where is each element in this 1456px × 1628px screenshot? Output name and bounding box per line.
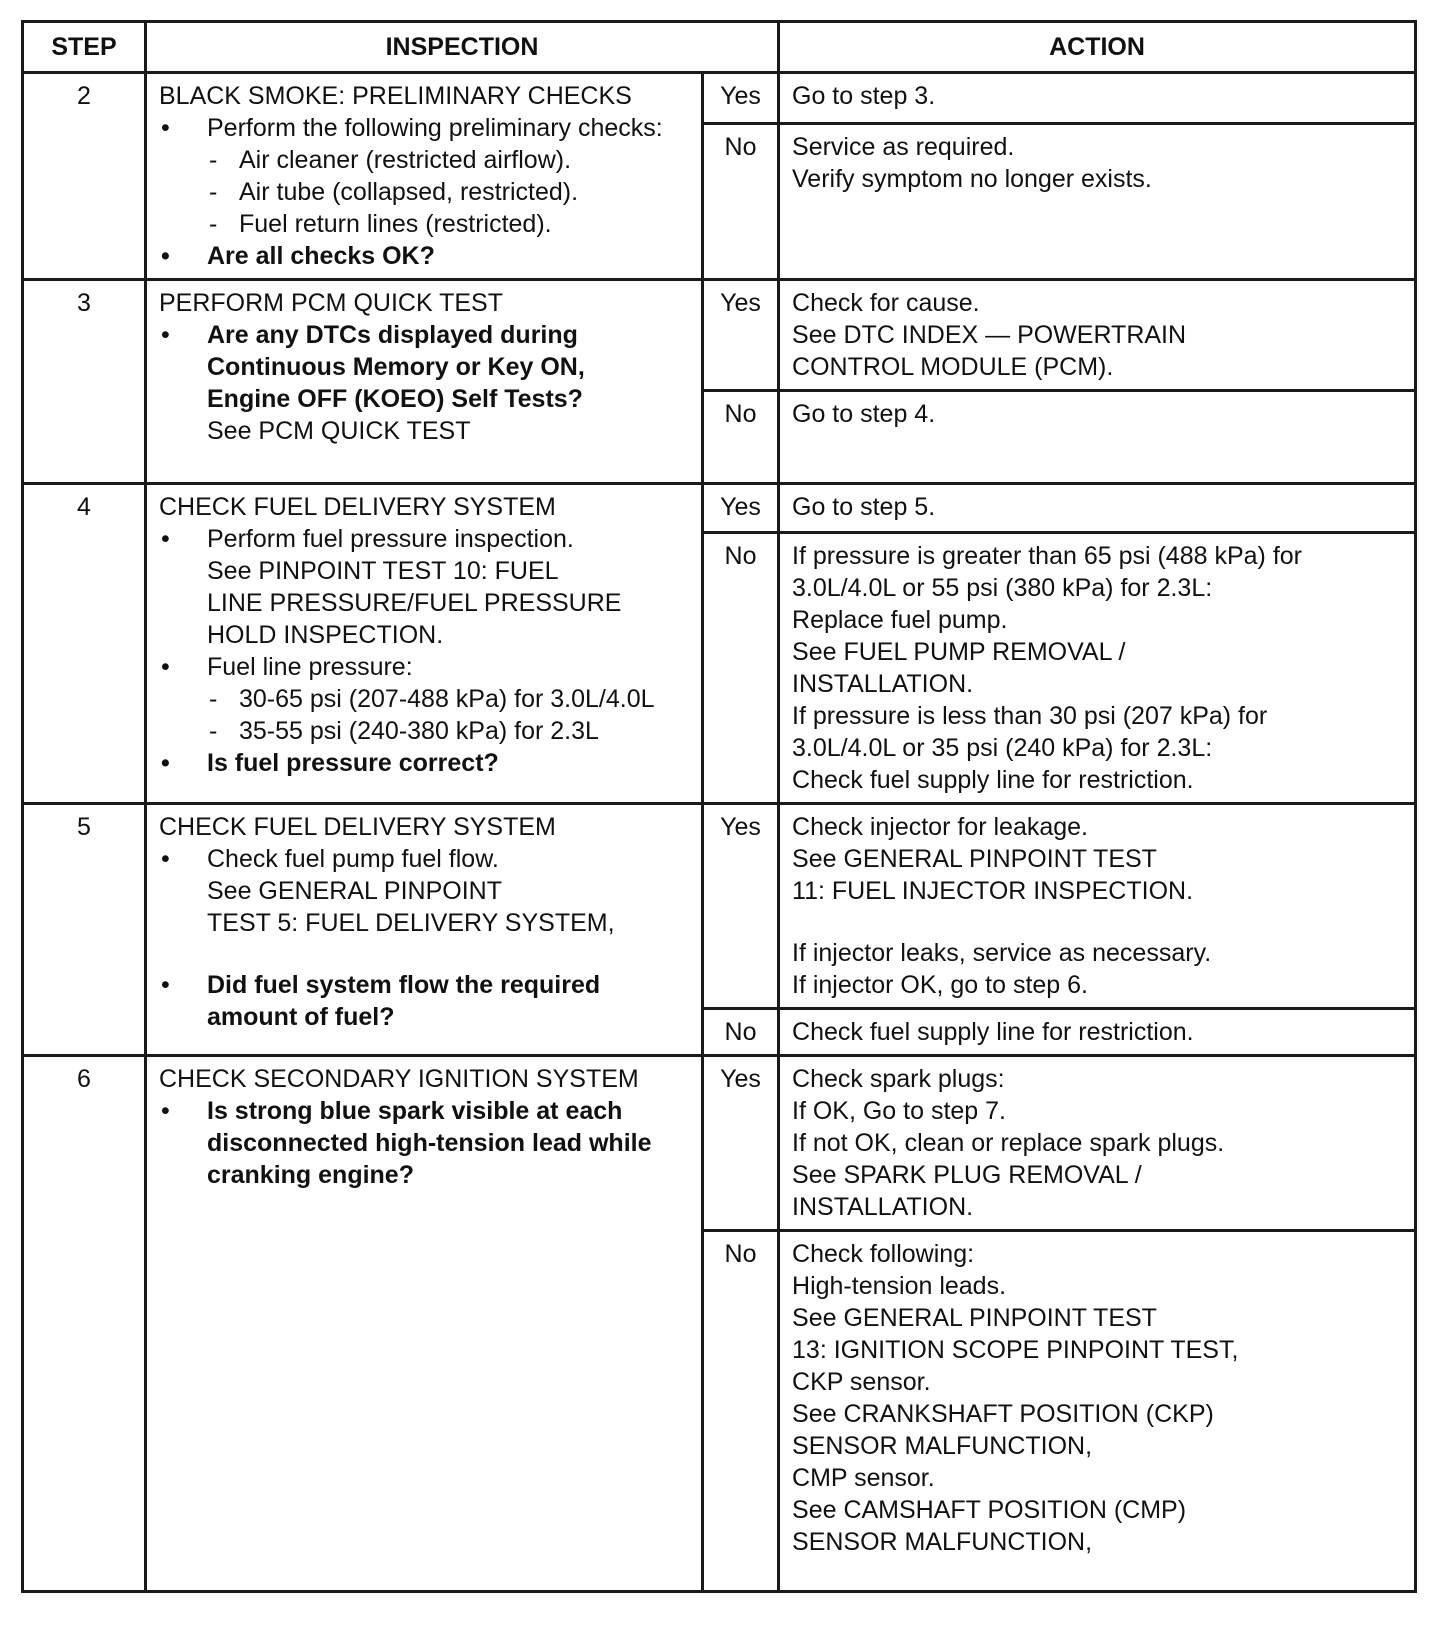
step-6-inspection: [146, 1056, 703, 1592]
question-line: cranking engine?: [207, 1161, 414, 1189]
diagnostic-table-sheet: [21, 20, 1414, 1593]
question-item: [159, 1095, 689, 1191]
action-line: High-tension leads.: [792, 1272, 1007, 1300]
action-line: See CRANKSHAFT POSITION (CKP): [792, 1400, 1214, 1428]
action-line: INSTALLATION.: [792, 670, 974, 698]
step-number: 4: [23, 484, 146, 804]
inspection-bullets: [159, 319, 689, 447]
yes-action: [779, 280, 1416, 391]
action-line: CKP sensor.: [792, 1368, 931, 1396]
action-line: Check spark plugs:: [792, 1065, 1005, 1093]
see-reference: See PCM QUICK TEST: [207, 417, 471, 445]
inspection-bullets: [159, 112, 689, 272]
step-3-inspection: [146, 280, 703, 484]
action-line: Check injector for leakage.: [792, 813, 1088, 841]
action-line: 3.0L/4.0L or 55 psi (380 kPa) for 2.3L:: [792, 574, 1213, 602]
step-6-yes-row: [23, 1056, 1416, 1231]
action-line: Verify symptom no longer exists.: [792, 164, 1152, 193]
bullet-item: [159, 651, 689, 747]
step-5-inspection: [146, 804, 703, 1056]
question-item: • Is fuel pressure correct?: [159, 747, 689, 779]
action-line: INSTALLATION.: [792, 1193, 974, 1221]
sub-item: - 35-55 psi (240-380 kPa) for 2.3L: [207, 715, 689, 747]
question-item: • Are all checks OK?: [159, 240, 689, 272]
action-line: See GENERAL PINPOINT TEST: [792, 845, 1157, 873]
action-line: Replace fuel pump.: [792, 606, 1008, 634]
action-line: SENSOR MALFUNCTION,: [792, 1528, 1093, 1556]
step-2-inspection: [146, 73, 703, 280]
action-line: See DTC INDEX — POWERTRAIN: [792, 321, 1187, 349]
question-line: Engine OFF (KOEO) Self Tests?: [207, 385, 583, 413]
yes-action: Go to step 5.: [779, 484, 1416, 533]
step-number: 2: [23, 73, 146, 280]
bullet-item: [159, 112, 689, 240]
sub-item: - Air cleaner (restricted airflow).: [207, 144, 689, 176]
sub-item: - Fuel return lines (restricted).: [207, 208, 689, 240]
no-label: No: [703, 1231, 779, 1592]
no-label: No: [703, 1009, 779, 1056]
inspection-bullets: [159, 843, 689, 1033]
yes-label: Yes: [703, 804, 779, 1009]
action-line: If injector OK, go to step 6.: [792, 971, 1088, 999]
sub-list: [207, 683, 689, 747]
spacer: [207, 939, 689, 969]
step-4-yes-row: [23, 484, 1416, 533]
question-line: • Are any DTCs displayed during: [207, 321, 578, 349]
action-line: If OK, Go to step 7.: [792, 1097, 1007, 1125]
action-line: 11: FUEL INJECTOR INSPECTION.: [792, 877, 1194, 905]
bullet-text: See PINPOINT TEST 10: FUEL: [207, 557, 559, 585]
inspection-bullets: [159, 1095, 689, 1191]
header-action: ACTION: [779, 22, 1416, 73]
yes-action: Go to step 3.: [779, 73, 1416, 124]
yes-action: [779, 1056, 1416, 1231]
action-line: 3.0L/4.0L or 35 psi (240 kPa) for 2.3L:: [792, 734, 1213, 762]
step-title: CHECK FUEL DELIVERY SYSTEM: [159, 813, 556, 841]
spacer: [792, 907, 1402, 937]
bullet-text: HOLD INSPECTION.: [207, 621, 444, 649]
bullet-text: • Perform fuel pressure inspection.: [207, 525, 574, 553]
bullet-text: LINE PRESSURE/FUEL PRESSURE: [207, 589, 622, 617]
sub-item: - 30-65 psi (207-488 kPa) for 3.0L/4.0L: [207, 683, 689, 715]
action-line: CMP sensor.: [792, 1464, 935, 1492]
step-title: CHECK FUEL DELIVERY SYSTEM: [159, 493, 556, 521]
yes-label: Yes: [703, 280, 779, 391]
action-line: If not OK, clean or replace spark plugs.: [792, 1129, 1225, 1157]
inspection-bullets: [159, 523, 689, 779]
no-label: No: [703, 533, 779, 804]
bullet-text: • Check fuel pump fuel flow.: [207, 845, 499, 873]
question-line: • Is strong blue spark visible at each: [207, 1097, 623, 1125]
question-line: Continuous Memory or Key ON,: [207, 353, 585, 381]
action-line: If pressure is greater than 65 psi (488 kPa) for: [792, 542, 1302, 570]
sub-item: - Air tube (collapsed, restricted).: [207, 176, 689, 208]
header-inspection: INSPECTION: [146, 22, 779, 73]
action-line: Service as required.: [792, 132, 1015, 161]
action-line: Check for cause.: [792, 289, 980, 317]
bullet-text: TEST 5: FUEL DELIVERY SYSTEM,: [207, 909, 615, 937]
question-line: amount of fuel?: [207, 1003, 395, 1031]
action-line: See GENERAL PINPOINT TEST: [792, 1304, 1157, 1332]
yes-label: Yes: [703, 1056, 779, 1231]
step-2-yes-row: [23, 73, 1416, 124]
no-action: [779, 533, 1416, 804]
no-label: No: [703, 123, 779, 279]
action-line: See CAMSHAFT POSITION (CMP): [792, 1496, 1187, 1524]
action-line: See SPARK PLUG REMOVAL /: [792, 1161, 1142, 1189]
no-action: [779, 1231, 1416, 1592]
no-action: Check fuel supply line for restriction.: [779, 1009, 1416, 1056]
step-3-yes-row: [23, 280, 1416, 391]
bullet-text: See GENERAL PINPOINT: [207, 877, 502, 905]
bullet-text: • Fuel line pressure:: [207, 653, 413, 681]
header-step: STEP: [23, 22, 146, 73]
no-action: [779, 123, 1416, 279]
sub-list: [207, 144, 689, 240]
question-line: disconnected high-tension lead while: [207, 1129, 652, 1157]
diagnostic-table: [21, 20, 1417, 1593]
step-title: PERFORM PCM QUICK TEST: [159, 289, 504, 317]
step-number: 5: [23, 804, 146, 1056]
action-line: Check following:: [792, 1240, 975, 1268]
no-action: Go to step 4.: [779, 391, 1416, 484]
action-line: SENSOR MALFUNCTION,: [792, 1432, 1093, 1460]
action-line: 13: IGNITION SCOPE PINPOINT TEST,: [792, 1336, 1239, 1364]
action-line: CONTROL MODULE (PCM).: [792, 353, 1114, 381]
step-title: BLACK SMOKE: PRELIMINARY CHECKS: [159, 82, 632, 110]
question-item: [159, 319, 689, 447]
question-line: • Did fuel system flow the required: [207, 971, 601, 999]
bullet-text: • Perform the following preliminary checks:: [207, 114, 663, 142]
no-label: No: [703, 391, 779, 484]
step-title: CHECK SECONDARY IGNITION SYSTEM: [159, 1065, 639, 1093]
action-line: If pressure is less than 30 psi (207 kPa) for: [792, 702, 1268, 730]
yes-action: [779, 804, 1416, 1009]
step-number: 6: [23, 1056, 146, 1592]
bullet-item: [159, 523, 689, 651]
action-line: Check fuel supply line for restriction.: [792, 766, 1194, 794]
action-line: See FUEL PUMP REMOVAL /: [792, 638, 1126, 666]
step-number: 3: [23, 280, 146, 484]
header-row: [23, 22, 1416, 73]
yes-label: Yes: [703, 484, 779, 533]
bullet-item: [159, 843, 689, 969]
step-4-inspection: [146, 484, 703, 804]
step-5-yes-row: [23, 804, 1416, 1009]
action-line: If injector leaks, service as necessary.: [792, 939, 1212, 967]
question-item: [159, 969, 689, 1033]
yes-label: Yes: [703, 73, 779, 124]
